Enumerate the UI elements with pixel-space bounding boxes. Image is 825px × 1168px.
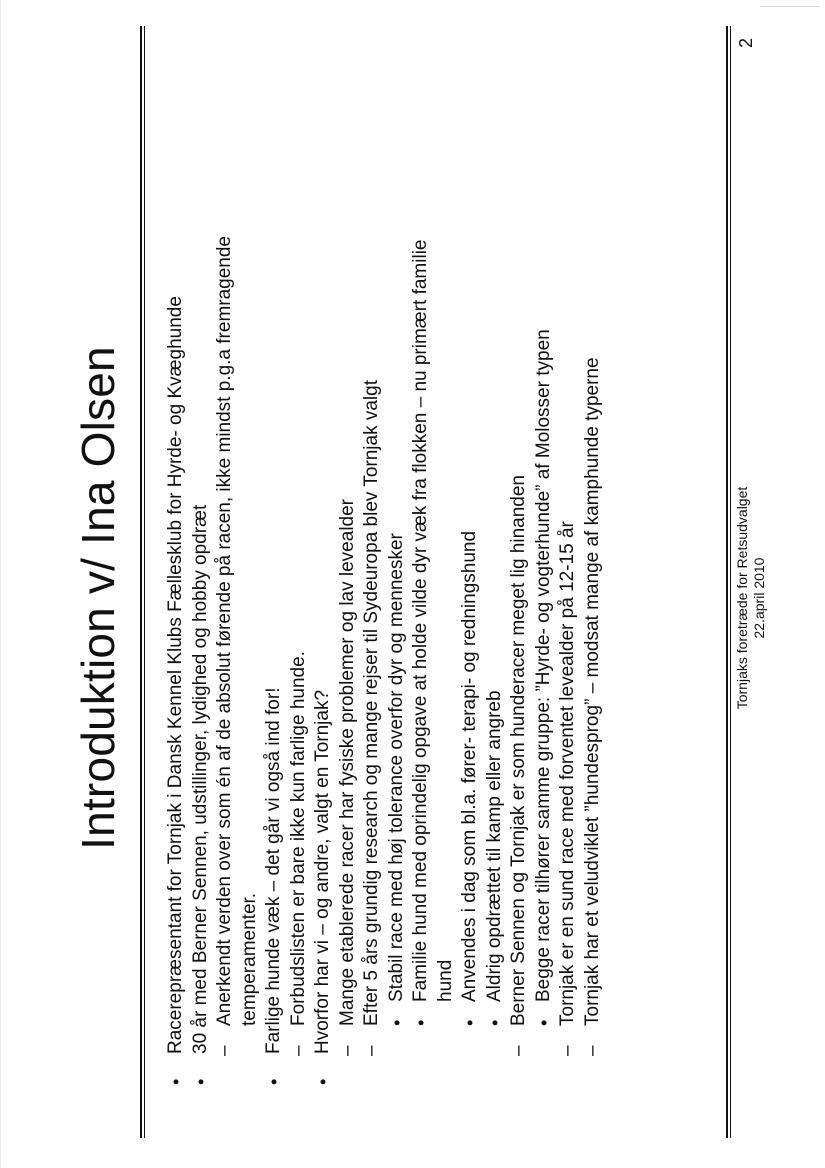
bullet-dot: •: [411, 1019, 431, 1026]
bullet-dash: –: [361, 1045, 382, 1056]
bullet-item-level-1: [556, 38, 581, 1158]
page-number: 2: [736, 38, 756, 49]
bullet-dash: –: [557, 1045, 578, 1056]
slide-body: [164, 38, 605, 1158]
bullet-dot: •: [386, 1019, 407, 1026]
slide-footer: [734, 38, 768, 1158]
bullet-text: Stabil race med høj tolerance overfor dyr og mennesker: [385, 533, 407, 1002]
bullet-text: Farlige hunde væk – det går vi også ind for!: [263, 687, 284, 1054]
bullet-item-level-1: [360, 38, 385, 1158]
scan-mark: [760, 6, 820, 7]
bullet-text: Familie hund med oprindelig opgave at holde vilde dyr væk fra flokken – nu primært familie: [410, 239, 431, 1002]
bullet-text: Anerkendt verden over som én af de absolut førende på racen, ikke mindst p.g.a fremragende: [214, 235, 235, 1026]
footer-rule-thin: [730, 26, 731, 1138]
bullet-item-level-2: [409, 38, 434, 1158]
rotated-slide: [58, 38, 778, 1158]
bullet-item-level-1: [287, 38, 312, 1158]
bullet-item-level-1: [507, 38, 532, 1158]
bullet-text: Racerepræsentant for Tornjak i Dansk Kennel Klubs Fællesklub for Hyrde- og Kvæghunde: [165, 296, 186, 1054]
bullet-item-level-2: [532, 38, 557, 1158]
bullet-text: Tornjak er en sund race med forventet levealder på 12-15 år: [557, 521, 578, 1026]
bullet-item-level-0: [189, 38, 214, 1158]
bullet-text: hund: [434, 959, 456, 1002]
bullet-item-level-0: [164, 38, 189, 1158]
bullet-dash: –: [508, 1045, 529, 1056]
bullet-dash: –: [287, 1045, 309, 1056]
bullet-text: 30 år med Berner Sennen, udstillinger, lydighed og hobby opdræt: [189, 504, 211, 1054]
scan-edge: [0, 0, 1, 1168]
footer-title: Tornjaks foretræde for Retsudvalget: [734, 486, 750, 710]
bullet-dash: –: [214, 1045, 235, 1056]
bullet-item-level-1: [581, 38, 606, 1158]
bullet-dot: •: [460, 1019, 480, 1026]
bullet-item-level-1: [336, 38, 361, 1158]
bullet-dot: •: [190, 1078, 211, 1085]
bullet-item-level-2: [458, 38, 483, 1158]
footer-rule-thick: [726, 26, 728, 1138]
bullet-dot: •: [166, 1078, 186, 1085]
bullet-text: temperamenter.: [238, 892, 260, 1026]
title-rule-thick: [140, 26, 142, 1138]
bullet-item-level-2: [483, 38, 508, 1158]
bullet-text: Begge racer tilhører samme gruppe: ”Hyrde- og vogterhunde” af Molosser typen: [532, 329, 554, 1002]
bullet-dot: •: [533, 1019, 554, 1026]
footer-date: 22.april 2010: [751, 557, 767, 639]
slide-title: Introduktion v/ Ina Olsen: [72, 346, 124, 850]
bullet-item-level-1: [213, 38, 238, 1158]
bullet-text: Berner Sennen og Tornjak er som hunderacer meget lig hinanden: [508, 475, 529, 1026]
bullet-dot: •: [484, 1019, 505, 1026]
bullet-item-level-0: [262, 38, 287, 1158]
bullet-continuation: [238, 38, 263, 1158]
bullet-dot: •: [313, 1078, 333, 1085]
bullet-text: Anvendes i dag som bl.a. fører- terapi- og redningshund: [459, 530, 480, 1002]
bullet-continuation: [434, 38, 459, 1158]
bullet-dot: •: [264, 1078, 284, 1085]
title-rule-thin: [144, 26, 145, 1138]
bullet-text: Aldrig opdrættet til kamp eller angreb: [483, 690, 505, 1002]
bullet-text: Hvorfor har vi – og andre, valgt en Tornjak?: [312, 689, 333, 1054]
bullet-text: Tornjak har et veludviklet ”hundesprog” – modsat mange af kamphunde typerne: [581, 357, 603, 1026]
bullet-dash: –: [581, 1045, 603, 1056]
bullet-text: Efter 5 års grundig research og mange rejser til Sydeuropa blev Tornjak valgt: [361, 380, 382, 1026]
bullet-item-level-0: [311, 38, 336, 1158]
bullet-item-level-2: [385, 38, 410, 1158]
bullet-dash: –: [336, 1045, 358, 1056]
bullet-text: Forbudslisten er bare ikke kun farlige hunde.: [287, 651, 309, 1026]
bullet-text: Mange etablerede racer har fysiske problemer og lav levealder: [336, 499, 358, 1026]
